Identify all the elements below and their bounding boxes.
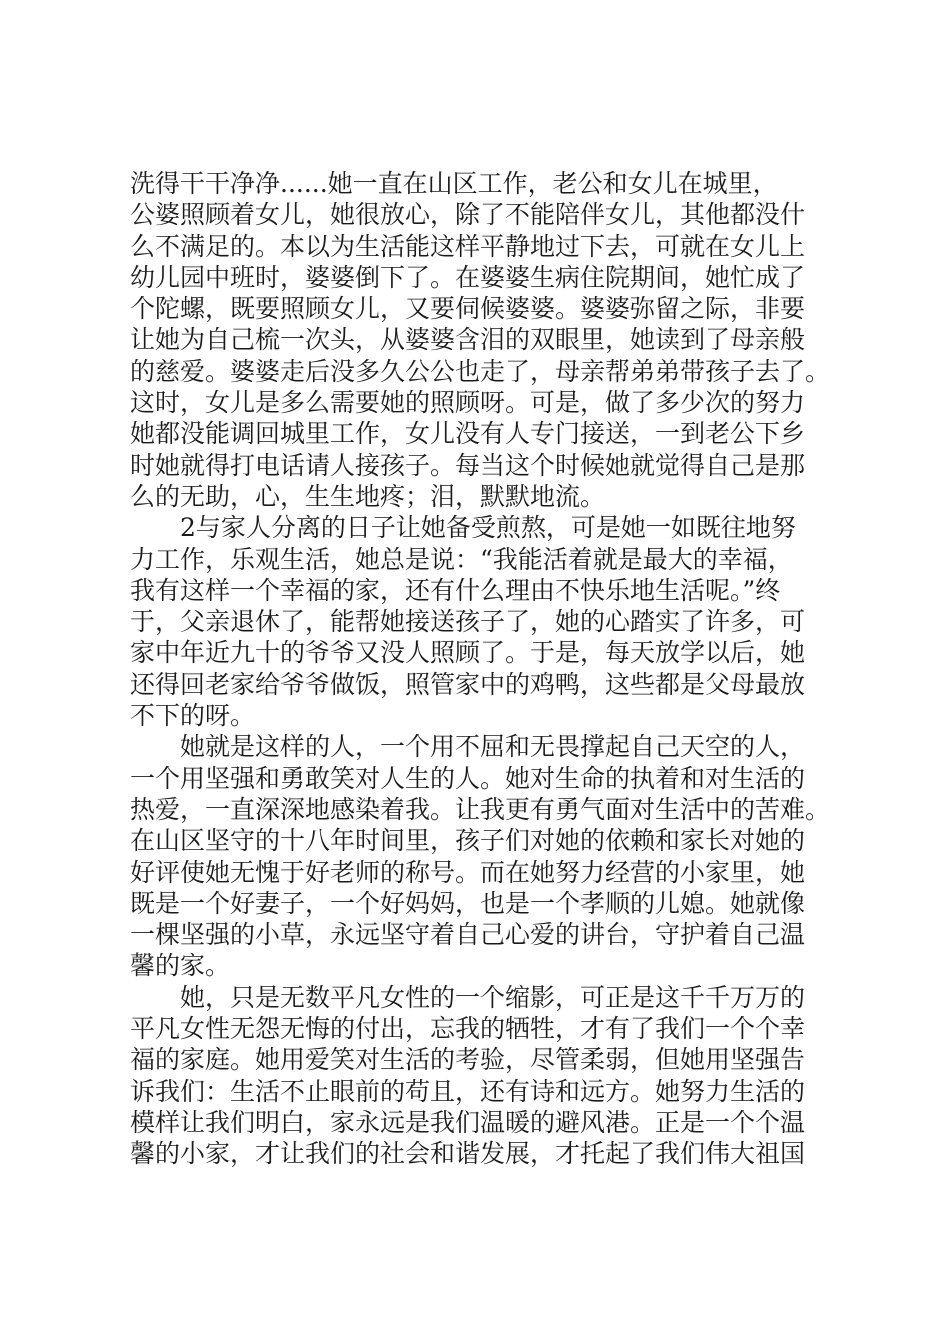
text-line: 家中年近九十的爷爷又没人照顾了。于是，每天放学以后，她 <box>130 638 806 668</box>
text-line: 让她为自己梳一次头，从婆婆含泪的双眼里，她读到了母亲般 <box>130 325 806 355</box>
text-line: 公婆照顾着女儿，她很放心，除了不能陪伴女儿，其他都没什 <box>130 200 806 230</box>
text-line: 一个用坚强和勇敢笑对人生的人。她对生命的执着和对生活的 <box>130 763 806 793</box>
paragraph-2 <box>130 512 830 731</box>
text-line: 力工作，乐观生活，她总是说：“我能活着就是最大的幸福， <box>130 544 793 574</box>
paragraph-1 <box>130 168 830 512</box>
text-line: 我有这样一个幸福的家，还有什么理由不快乐地生活呢。”终 <box>130 575 781 605</box>
text-line: 的慈爱。婆婆走后没多久公公也走了，母亲帮弟弟带孩子去了。 <box>130 356 831 386</box>
text-line: 她都没能调回城里工作，女儿没有人专门接送，一到老公下乡 <box>130 419 806 449</box>
text-line: 还得回老家给爷爷做饭，照管家中的鸡鸭，这些都是父母最放 <box>130 669 806 699</box>
text-line: 她就是这样的人，一个用不屈和无畏撑起自己天空的人， <box>180 732 806 762</box>
text-line: 于，父亲退休了，能帮她接送孩子了，她的心踏实了许多，可 <box>130 607 806 637</box>
body-text <box>130 168 830 1170</box>
text-line: 么不满足的。本以为生活能这样平静地过下去，可就在女儿上 <box>130 231 806 261</box>
text-line: 馨的小家，才让我们的社会和谐发展，才托起了我们伟大祖国 <box>130 1139 806 1169</box>
text-line: 不下的呀。 <box>130 701 256 731</box>
text-line: 一棵坚强的小草，永远坚守着自己心爱的讲台，守护着自己温 <box>130 920 806 950</box>
text-line: 既是一个好妻子，一个好妈妈，也是一个孝顺的儿媳。她就像 <box>130 888 806 918</box>
text-line: 个陀螺，既要照顾女儿，又要伺候婆婆。婆婆弥留之际，非要 <box>130 294 806 324</box>
text-line: 这时，女儿是多么需要她的照顾呀。可是，做了多少次的努力 <box>130 388 806 418</box>
text-line: 热爱，一直深深地感染着我。让我更有勇气面对生活中的苦难。 <box>130 794 831 824</box>
text-line: 2与家人分离的日子让她备受煎熬，可是她一如既往地努 <box>180 513 796 543</box>
text-line: 洗得干干净净......她一直在山区工作，老公和女儿在城里， <box>130 169 778 198</box>
paragraph-4 <box>130 982 830 1170</box>
text-line: 在山区坚守的十八年时间里，孩子们对她的依赖和家长对她的 <box>130 826 806 856</box>
text-line: 么的无助，心，生生地疼；泪，默默地流。 <box>130 481 606 511</box>
text-line: 模样让我们明白，家永远是我们温暖的避风港。正是一个个温 <box>130 1107 806 1137</box>
text-line: 诉我们：生活不止眼前的苟且，还有诗和远方。她努力生活的 <box>130 1076 806 1106</box>
text-line: 平凡女性无怨无悔的付出，忘我的牺牲，才有了我们一个个幸 <box>130 1014 806 1044</box>
text-line: 福的家庭。她用爱笑对生活的考验，尽管柔弱，但她用坚强告 <box>130 1045 806 1075</box>
text-line: 幼儿园中班时，婆婆倒下了。在婆婆生病住院期间，她忙成了 <box>130 262 806 292</box>
text-line: 馨的家。 <box>130 951 231 981</box>
paragraph-3 <box>130 731 830 981</box>
text-line: 她，只是无数平凡女性的一个缩影，可正是这千千万万的 <box>180 982 806 1012</box>
text-line: 好评使她无愧于好老师的称号。而在她努力经营的小家里，她 <box>130 857 806 887</box>
text-line: 时她就得打电话请人接孩子。每当这个时候她就觉得自己是那 <box>130 450 806 480</box>
